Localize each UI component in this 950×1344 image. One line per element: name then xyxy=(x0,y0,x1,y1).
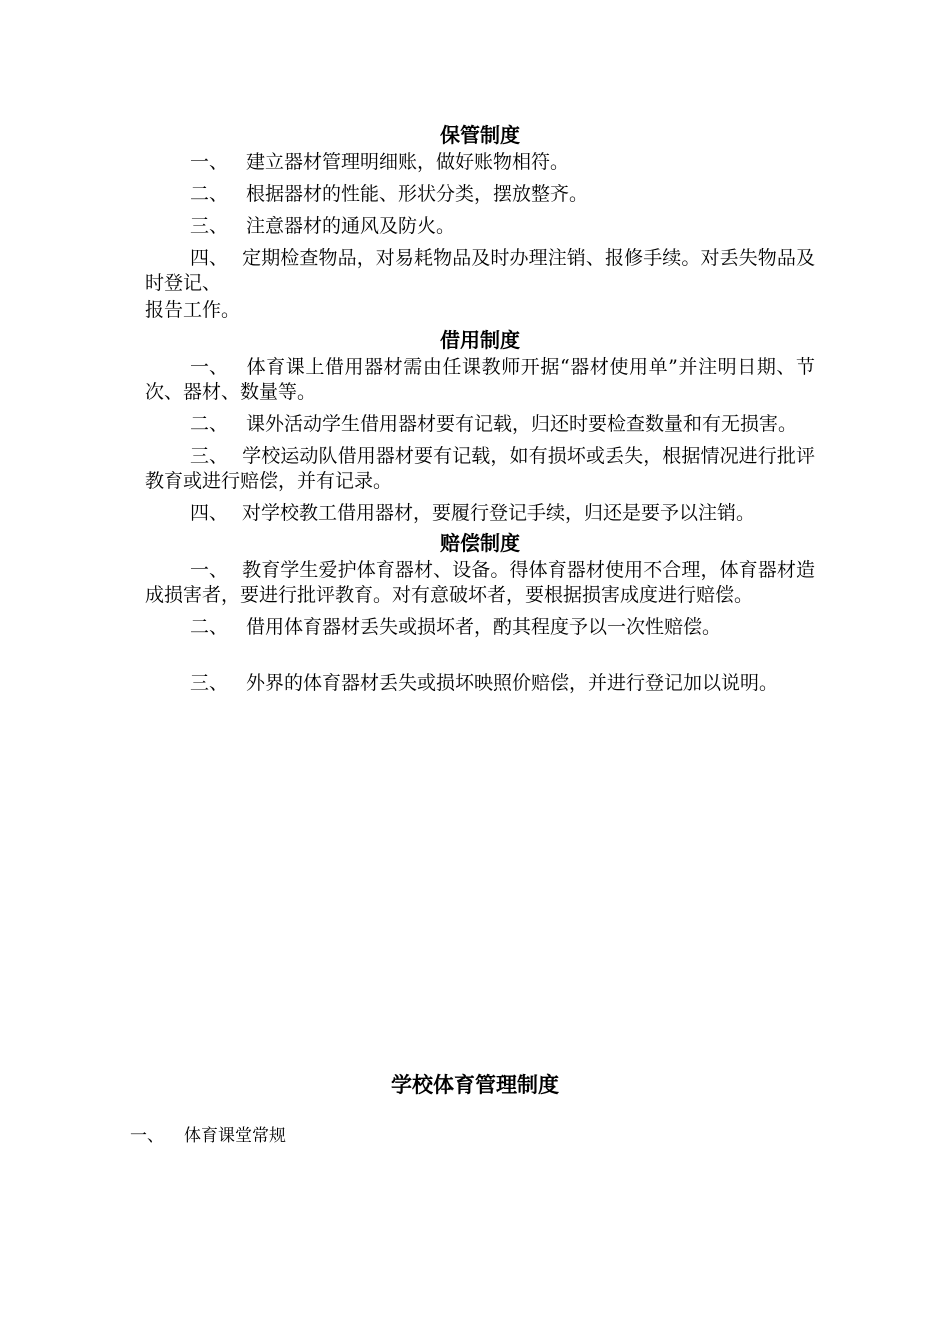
list-item-continuation: 报告工作。 xyxy=(145,299,241,321)
item-text: 外界的体育器材丢失或损坏映照价赔偿，并进行登记加以说明。 xyxy=(246,672,779,694)
list-item xyxy=(145,558,815,608)
item-number: 一、 xyxy=(190,559,229,581)
item-number: 一、 xyxy=(190,151,229,173)
list-item xyxy=(145,412,815,437)
list-item xyxy=(145,214,815,239)
list-item xyxy=(145,246,815,296)
item-number: 一、 xyxy=(130,1126,164,1146)
section-heading: 借用制度 xyxy=(440,328,520,352)
item-text: 体育课堂常规 xyxy=(184,1126,286,1146)
item-text: 教育学生爱护体育器材、设备。得体育器材使用不合理，体育器材造成损害者，要进行批评教育。对有意破坏者，要根据损害成度进行赔偿。 xyxy=(145,559,815,606)
item-number: 三、 xyxy=(190,215,229,237)
item-text: 体育课上借用器材需由任课教师开据“器材使用单”并注明日期、节次、器材、数量等。 xyxy=(145,356,815,403)
list-item xyxy=(145,615,815,640)
sub-section-item xyxy=(130,1124,286,1148)
item-number: 四、 xyxy=(190,502,229,524)
item-text: 注意器材的通风及防火。 xyxy=(246,215,456,237)
section-heading: 保管制度 xyxy=(440,123,520,147)
item-text: 建立器材管理明细账，做好账物相符。 xyxy=(246,151,570,173)
item-number: 二、 xyxy=(190,183,229,205)
item-text: 课外活动学生借用器材要有记载，归还时要检查数量和有无损害。 xyxy=(246,413,798,435)
spacer xyxy=(145,647,815,671)
item-text: 根据器材的性能、形状分类，摆放整齐。 xyxy=(246,183,589,205)
item-number: 二、 xyxy=(190,616,229,638)
item-text: 借用体育器材丢失或损坏者，酌其程度予以一次性赔偿。 xyxy=(246,616,722,638)
list-item xyxy=(145,182,815,207)
document-body xyxy=(145,120,815,703)
item-number: 二、 xyxy=(190,413,229,435)
section-heading: 赔偿制度 xyxy=(440,531,520,555)
document-title: 学校体育管理制度 xyxy=(391,1072,559,1097)
item-number: 四、 xyxy=(190,247,229,269)
list-item xyxy=(145,444,815,494)
item-number: 三、 xyxy=(190,445,229,467)
item-number: 一、 xyxy=(190,356,229,378)
item-number: 三、 xyxy=(190,672,229,694)
list-item xyxy=(145,355,815,405)
list-item xyxy=(145,501,815,526)
item-text: 定期检查物品，对易耗物品及时办理注销、报修手续。对丢失物品及时登记、 xyxy=(145,247,815,294)
list-item xyxy=(145,150,815,175)
item-text: 学校运动队借用器材要有记载，如有损坏或丢失，根据情况进行批评教育或进行赔偿，并有记录。 xyxy=(145,445,815,492)
item-text: 对学校教工借用器材，要履行登记手续，归还是要予以注销。 xyxy=(242,502,756,524)
list-item xyxy=(145,671,815,696)
